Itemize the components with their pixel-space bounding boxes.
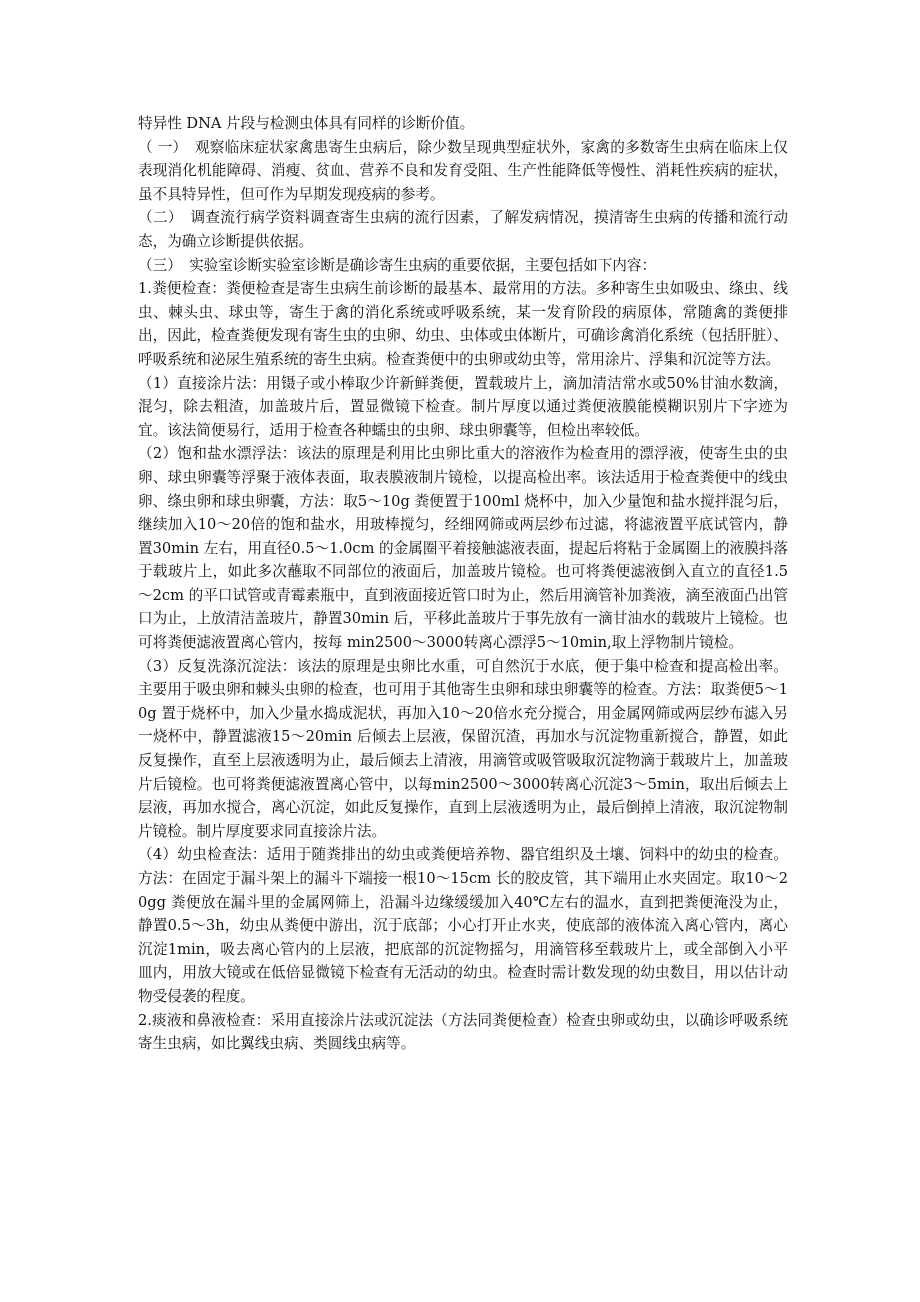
paragraph-lab-diagnosis: （三） 实验室诊断实验室诊断是确诊寄生虫病的重要依据，主要包括如下内容： bbox=[138, 256, 657, 274]
paragraph-larva-exam: （4）幼虫检查法：适用于随粪排出的幼虫或粪便培养物、器官组织及土壤、饲料中的幼虫的检查。方法：在固定于漏斗架上的漏斗下端接一根10～15cm 长的胶皮管，其下端用止水夹固定。取10～20gg 粪便放在漏斗里的金属网筛上，沿漏斗边缘缓缓加入40℃左右的温水，直到把粪便淹没为止，静置0.5～3h，幼虫从粪便中游出，沉于底部；小心打开止水夹，使底部的液体流入离心管内，离心沉淀1min，吸去离心管内的上层液，把底部的沉淀物摇匀，用滴管移至载玻片上，或全部倒入小平皿内，用放大镜或在低倍显微镜下检查有无活动的幼虫。检查时需计数发现的幼虫数目，用以估计动物受侵袭的程度。 bbox=[138, 846, 788, 1005]
paragraph-sedimentation: （3）反复洗涤沉淀法：该法的原理是虫卵比水重，可自然沉于水底，便于集中检查和提高检出率。主要用于吸虫卵和棘头虫卵的检查，也可用于其他寄生虫卵和球虫卵囊等的检查。方法：取粪便5～10g 置于烧杯中，加入少量水捣成泥状，再加入10～20倍水充分搅合，用金属网筛或两层纱布滤入另一烧杯中，静置滤液15～20min 后倾去上层液，保留沉渣，再加水与沉淀物重新搅合，静置，如此反复操作，直至上层液透明为止，最后倾去上清液，用滴管或吸管吸取沉淀物滴于载玻片上，加盖玻片后镜检。也可将粪便滤液置离心管中，以每min2500～3000转离心沉淀3～5min，取出后倾去上层液，再加水搅合，离心沉淀，如此反复操作，直到上层液透明为止，最后倒掉上清液，取沉淀物制片镜检。制片厚度要求同直接涂片法。 bbox=[138, 657, 788, 840]
paragraph-saline-flotation: （2）饱和盐水漂浮法：该法的原理是利用比虫卵比重大的溶液作为检查用的漂浮液，使寄生虫的虫卵、球虫卵囊等浮聚于液体表面，取表膜液制片镜检，以提高检出率。该法适用于检查粪便中的线虫卵、绦虫卵和球虫卵囊，方法：取5～10g 粪便置于100ml 烧杯中，加入少量饱和盐水搅拌混匀后，继续加入10～20倍的饱和盐水，用玻棒搅匀，经细网筛或两层纱布过滤，将滤液置平底试管内，静置30min 左右，用直径0.5～1.0cm 的金属圈平着接触滤液表面，提起后将粘于金属圈上的液膜抖落于载玻片上，如此多次蘸取不同部位的液面后，加盖玻片镜检。也可将粪便滤液倒入直立的直径1.5～2cm 的平口试管或青霉素瓶中，直到液面接近管口时为止，然后用滴管补加粪液，滴至液面凸出管口为止，上放清洁盖玻片，静置30min 后，平移此盖玻片于事先放有一滴甘油水的载玻片上镜检。也可将粪便滤液置离心管内，按每 min2500～3000转离心漂浮5～10min,取上浮物制片镜检。 bbox=[138, 445, 788, 652]
paragraph-dna-fragment: 特异性 DNA 片段与检测虫体具有同样的诊断价值。 bbox=[138, 115, 475, 132]
paragraph-direct-smear: （1）直接涂片法：用镊子或小棒取少许新鲜粪便，置载玻片上，滴加清洁常水或50%甘油水数滴，混匀，除去粗渣，加盖玻片后，置显微镜下检查。制片厚度以通过粪便液膜能模糊识别片下字迹为宜。该法简便易行，适用于检查各种蠕虫的虫卵、球虫卵囊等，但检出率较低。 bbox=[138, 374, 788, 439]
document-page bbox=[138, 112, 788, 1056]
paragraph-sputum-exam: 2.痰液和鼻液检查：采用直接涂片法或沉淀法（方法同粪便检查）检查虫卵或幼虫，以确诊呼吸系统寄生虫病，如比翼线虫病、类圆线虫病等。 bbox=[138, 1011, 788, 1053]
paragraph-epidemiology: （二） 调查流行病学资料调查寄生虫病的流行因素，了解发病情况，摸清寄生虫病的传播和流行动态，为确立诊断提供依据。 bbox=[138, 209, 788, 250]
paragraph-fecal-exam: 1.粪便检查：粪便检查是寄生虫病生前诊断的最基本、最常用的方法。多种寄生虫如吸虫、绦虫、线虫、棘头虫、球虫等，寄生于禽的消化系统或呼吸系统，某一发育阶段的病原体，常随禽的粪便排出，因此，检查粪便发现有寄生虫的虫卵、幼虫、虫体或虫体断片，可确诊禽消化系统（包括肝脏）、呼吸系统和泌尿生殖系统的寄生虫病。检查粪便中的虫卵或幼虫等，常用涂片、浮集和沉淀等方法。 bbox=[138, 280, 788, 368]
paragraph-clinical-symptoms: （ 一） 观察临床症状家禽患寄生虫病后，除少数呈现典型症状外，家禽的多数寄生虫病在临床上仅表现消化机能障碍、消瘦、贫血、营养不良和发育受阻、生产性能降低等慢性、消耗性疾病的症状，虽不具特异性，但可作为早期发现疫病的参考。 bbox=[138, 138, 788, 203]
